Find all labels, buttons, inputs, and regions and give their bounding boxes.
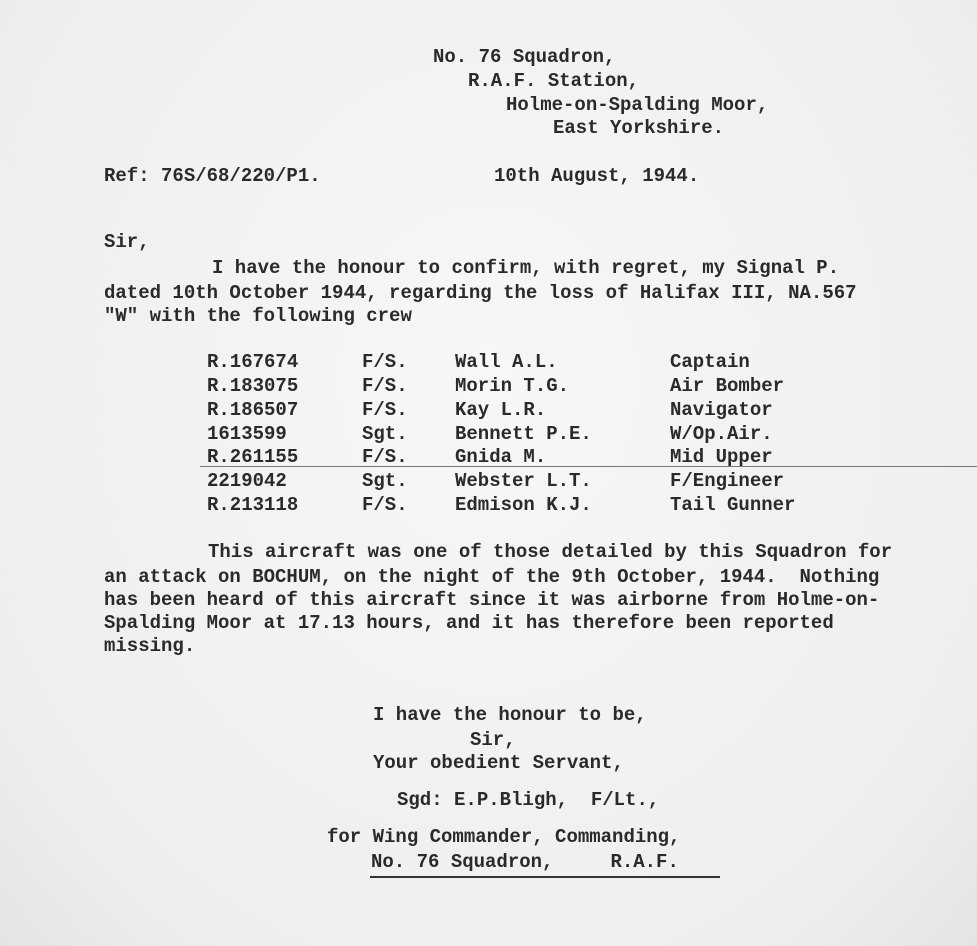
- crew-name: Webster L.T.: [455, 470, 592, 492]
- intro-line: dated 10th October 1944, regarding the loss of Halifax III, NA.567: [104, 282, 857, 304]
- body-line: missing.: [104, 635, 196, 657]
- intro-line: "W" with the following crew: [104, 305, 412, 327]
- crew-name: Kay L.R.: [455, 399, 547, 421]
- crew-name: Bennett P.E.: [455, 423, 592, 445]
- reference: Ref: 76S/68/220/P1.: [104, 165, 321, 187]
- body-line: Spalding Moor at 17.13 hours, and it has therefore been reported: [104, 612, 834, 634]
- service-number: R.183075: [207, 375, 299, 397]
- signature: Sgd: E.P.Bligh, F/Lt.,: [397, 789, 660, 811]
- crew-row: [207, 470, 827, 494]
- rank: F/S.: [362, 399, 408, 421]
- rank: Sgt.: [362, 470, 408, 492]
- service-number: 1613599: [207, 423, 287, 445]
- crew-role: F/Engineer: [670, 470, 785, 492]
- address-line-3: Holme-on-Spalding Moor,: [506, 94, 769, 116]
- crew-row: [207, 423, 827, 447]
- closing-line: Your obedient Servant,: [373, 752, 624, 774]
- crew-role: Tail Gunner: [670, 494, 796, 516]
- unit-underline: [370, 876, 720, 878]
- signatory-title: for Wing Commander, Commanding,: [327, 826, 681, 848]
- crew-name: Gnida M.: [455, 446, 547, 468]
- service-number: R.186507: [207, 399, 299, 421]
- service-number: R.261155: [207, 446, 299, 468]
- crew-row: [207, 351, 827, 375]
- crew-name: Morin T.G.: [455, 375, 570, 397]
- intro-line: I have the honour to confirm, with regret, my Signal P.: [212, 257, 840, 279]
- closing-sir: Sir,: [470, 729, 516, 751]
- crew-row: [207, 399, 827, 423]
- address-line-4: East Yorkshire.: [553, 117, 725, 139]
- rank: F/S.: [362, 351, 408, 373]
- body-line: This aircraft was one of those detailed by this Squadron for: [208, 541, 893, 563]
- crew-role: Air Bomber: [670, 375, 785, 397]
- letter-date: 10th August, 1944.: [494, 165, 700, 187]
- crew-row: [207, 494, 827, 518]
- service-number: 2219042: [207, 470, 287, 492]
- body-line: an attack on BOCHUM, on the night of the 9th October, 1944. Nothing: [104, 566, 880, 588]
- salutation: Sir,: [104, 231, 150, 253]
- rank: F/S.: [362, 446, 408, 468]
- body-line: has been heard of this aircraft since it was airborne from Holme-on-: [104, 589, 880, 611]
- address-line-2: R.A.F. Station,: [468, 70, 640, 92]
- closing-line: I have the honour to be,: [373, 704, 647, 726]
- rank: F/S.: [362, 375, 408, 397]
- crew-name: Edmison K.J.: [455, 494, 592, 516]
- fold-line: [200, 466, 977, 467]
- crew-role: Navigator: [670, 399, 773, 421]
- crew-role: Captain: [670, 351, 750, 373]
- rank: F/S.: [362, 494, 408, 516]
- rank: Sgt.: [362, 423, 408, 445]
- address-line-1: No. 76 Squadron,: [433, 46, 616, 68]
- unit-line: No. 76 Squadron, R.A.F.: [371, 851, 679, 873]
- service-number: R.213118: [207, 494, 299, 516]
- service-number: R.167674: [207, 351, 299, 373]
- crew-role: W/Op.Air.: [670, 423, 773, 445]
- crew-role: Mid Upper: [670, 446, 773, 468]
- crew-row: [207, 375, 827, 399]
- crew-name: Wall A.L.: [455, 351, 558, 373]
